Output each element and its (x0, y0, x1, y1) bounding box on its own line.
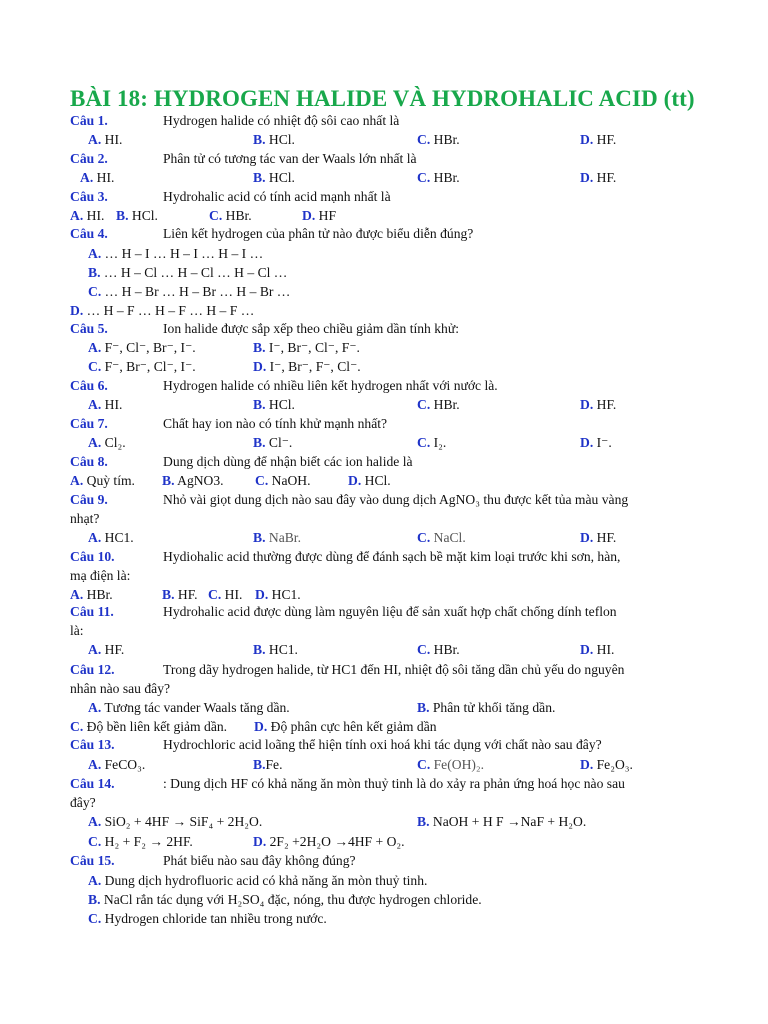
question-14 (70, 775, 625, 793)
option-a[interactable]: Tương tác vander Waals tăng dần. (104, 700, 290, 715)
option-b[interactable]: Phân tử khối tăng dần. (432, 700, 556, 715)
question-text-line1: Nhỏ vài giọt dung dịch nào sau đây vào dung dịch AgNO₃ thu được kết tủa màu vàng (163, 492, 629, 507)
question-label: Câu 3. (70, 189, 108, 204)
question-12 (70, 661, 625, 679)
question-3 (70, 188, 391, 206)
option-a[interactable]: HBr. (86, 587, 113, 602)
q15-option-c[interactable]: C. Hydrogen chloride tan nhiều trong nước. (88, 911, 327, 926)
option-b[interactable]: Cl⁻. (268, 435, 293, 450)
option-c[interactable]: HBr. (433, 170, 460, 185)
question-text: Liên kết hydrogen của phân tử nào được biểu diễn đúng? (163, 226, 474, 241)
question-2 (70, 150, 417, 168)
question-text: Phát biểu nào sau đây không đúng? (163, 853, 356, 868)
option-a[interactable]: HC1. (104, 530, 134, 545)
question-text: Phân tử có tương tác van der Waals lớn nhất là (163, 151, 417, 166)
q15-option-a[interactable]: A. Dung dịch hydrofluoric acid có khả năng ăn mòn thuỷ tinh. (88, 873, 428, 888)
question-text-line2: nhân nào sau đây? (70, 681, 171, 696)
question-text: Dung dịch dùng để nhận biết các ion halide là (163, 454, 413, 469)
option-c[interactable]: HBr. (225, 208, 252, 223)
question-text: Hydrohalic acid có tính acid mạnh nhất là (163, 189, 391, 204)
question-13 (70, 736, 602, 754)
option-d[interactable]: I⁻. (596, 435, 612, 450)
option-c[interactable]: HBr. (433, 642, 460, 657)
option-a[interactable]: HF. (104, 642, 125, 657)
option-a[interactable]: Quỳ tím. (86, 473, 135, 488)
question-text-line2: là: (70, 623, 84, 638)
option-d[interactable]: Độ phân cực hên kết giảm dần (270, 719, 437, 734)
question-label: Câu 6. (70, 378, 108, 393)
option-c[interactable]: F⁻, Br⁻, Cl⁻, I⁻. (104, 359, 196, 374)
question-label: Câu 8. (70, 454, 108, 469)
option-b[interactable]: I⁻, Br⁻, Cl⁻, F⁻. (268, 340, 360, 355)
option-d[interactable]: HF. (596, 530, 617, 545)
question-text-line1: Hydrohalic acid được dùng làm nguyên liệu để sản xuất hợp chất chống dính teflon (163, 604, 617, 619)
question-text-line2: nhạt? (70, 511, 100, 526)
option-c[interactable]: HBr. (433, 397, 460, 412)
option-a[interactable]: FeCO₃. (104, 757, 146, 772)
option-d[interactable]: HF. (596, 132, 617, 147)
option-a[interactable]: HI. (96, 170, 115, 185)
question-text-line2: đây? (70, 795, 96, 810)
option-b[interactable]: HCl. (268, 132, 295, 147)
option-c[interactable]: Độ bền liên kết giảm dần. (86, 719, 228, 734)
option-d[interactable]: HCl. (364, 473, 391, 488)
option-d[interactable]: HF. (596, 397, 617, 412)
question-5 (70, 320, 459, 338)
option-c[interactable]: NaCl. (433, 530, 466, 545)
option-d[interactable]: HI. (596, 642, 615, 657)
q4-option-b[interactable]: B. … H – Cl … H – Cl … H – Cl … (88, 265, 288, 280)
question-label: Câu 12. (70, 662, 115, 677)
option-b[interactable]: HF. (177, 587, 198, 602)
option-b[interactable]: HCl. (268, 397, 295, 412)
question-text: Ion halide được sắp xếp theo chiều giảm dần tính khử: (163, 321, 459, 336)
question-label: Câu 10. (70, 549, 115, 564)
option-c[interactable]: HBr. (433, 132, 460, 147)
q15-option-b[interactable]: B. NaCl rắn tác dụng với H₂SO₄ đặc, nóng, thu được hydrogen chloride. (88, 892, 482, 907)
question-15 (70, 852, 356, 870)
option-b[interactable]: HCl. (131, 208, 158, 223)
option-b[interactable]: NaOH + H F →NaF + H₂O. (432, 814, 587, 829)
option-b[interactable]: HCl. (268, 170, 295, 185)
question-10 (70, 548, 621, 566)
question-label: Câu 11. (70, 604, 114, 619)
option-d[interactable]: HC1. (271, 587, 301, 602)
page-title: BÀI 18: HYDROGEN HALIDE VÀ HYDROHALIC ACID (tt) (70, 86, 695, 111)
option-b[interactable]: NaBr. (268, 530, 301, 545)
option-d[interactable]: HF. (596, 170, 617, 185)
q4-option-a[interactable]: A. … H – I … H – I … H – I … (88, 246, 264, 261)
question-8 (70, 453, 413, 471)
option-d[interactable]: I⁻, Br⁻, F⁻, Cl⁻. (269, 359, 361, 374)
option-a[interactable]: SiO₂ + 4HF → SiF₄ + 2H₂O. (104, 814, 263, 829)
q4-option-c[interactable]: C. … H – Br … H – Br … H – Br … (88, 284, 291, 299)
document-page: BÀI 18: HYDROGEN HALIDE VÀ HYDROHALIC ACID (tt) Câu 1. Hydrogen halide có nhiệt độ sôi cao nhất là A. HI. B. HCl. C. HBr. D. HF. Câu 2. Phân tử có tương tác van der Waals lớn nhất là A. HI. B. HCl. C. HBr. D. HF. Câu 3. Hydrohalic acid có tính acid mạnh nhất là A. HI. B. HCl. C. HBr. D. HF Câu 4. Liên kết hydrogen của phân tử nào được biểu diễn đúng? A. … H – I … H – I … H – I … B. … H – Cl … H – Cl … H – Cl … C. … H – Br … H – Br … H – Br … D. … H – F … H – F … H – F … Câu 5. Ion halide được sắp xếp theo chiều giảm dần tính khử: A. F⁻, Cl⁻, Br⁻, I⁻. B. I⁻, Br⁻, Cl⁻, F⁻. C. F⁻, Br⁻, Cl⁻, I⁻. D. I⁻, Br⁻, F⁻, Cl⁻. Câu 6. Hydrogen halide có nhiều liên kết hydrogen nhất với nước là. A. HI. B. HCl. C. HBr. D. HF. Câu 7. Chất hay ion nào có tính khử mạnh nhất? A. Cl₂. B. Cl⁻. C. I₂. D. I⁻. Câu 8. Dung dịch dùng để nhận biết các ion halide là A. Quỳ tím. B. AgNO3. C. NaOH. D. HCl. Câu 9. Nhỏ vài giọt dung dịch nào sau đây vào dung dịch AgNO₃ thu được kết tủa màu vàng nhạt? A. HC1. B. NaBr. C. NaCl. D. HF. Câu 10. Hydiohalic acid thường được dùng để đánh sạch bề mặt kim loại trước khi sơn, hàn, mạ điện là: A. HBr. B. HF. C. HI. D. HC1. Câu 11. Hydrohalic acid được dùng làm nguyên liệu để sản xuất hợp chất chống dính teflon là: A. HF. B. HC1. C. HBr. D. HI. Câu 12. Trong dãy hydrogen halide, từ HC1 đến HI, nhiệt độ sôi tăng dần chủ yếu do nguyên nhân nào sau đây? A. Tương tác vander Waals tăng dần. B. Phân tử khối tăng dần. C. Độ bền liên kết giảm dần. D. Độ phân cực hên kết giảm dần Câu 13. Hydrochloric acid loãng thể hiện tính oxi hoá khi tác dụng với chất nào sau đây? A. FeCO₃. B.Fe. C. Fe(OH)₂. D. Fe₂O₃. Câu 14. : Dung dịch HF có khả năng ăn mòn thuỷ tinh là do xảy ra phản ứng hoá học nào sau đây? A. SiO₂ + 4HF → SiF₄ + 2H₂O. B. NaOH + H F →NaF + H₂O. C. H₂ + F₂ → 2HF. D. 2F₂ +2H₂O →4HF + O₂. Câu 15. Phát biểu nào sau đây không đúng? A. Dung dịch hydrofluoric acid có khả năng ăn mòn thuỷ tinh. B. NaCl rắn tác dụng với H₂SO₄ đặc, nóng, thu được hydrogen chloride. C. Hydrogen chloride tan nhiều trong nước. (70, 86, 695, 926)
option-a[interactable]: F⁻, Cl⁻, Br⁻, I⁻. (104, 340, 196, 355)
option-c[interactable]: I₂. (433, 435, 447, 450)
option-d[interactable]: 2F₂ +2H₂O →4HF + O₂. (269, 834, 405, 849)
question-label: Câu 15. (70, 853, 115, 868)
option-a[interactable]: Cl₂. (104, 435, 126, 450)
question-text: Chất hay ion nào có tính khử mạnh nhất? (163, 416, 388, 431)
question-6 (70, 377, 498, 395)
q4-option-d[interactable]: D. … H – F … H – F … H – F … (70, 303, 255, 318)
question-label: Câu 14. (70, 776, 115, 791)
option-c[interactable]: Fe(OH)₂. (433, 757, 485, 772)
option-a[interactable]: HI. (86, 208, 105, 223)
option-a[interactable]: HI. (104, 132, 123, 147)
question-7 (70, 415, 388, 433)
question-label: Câu 7. (70, 416, 108, 431)
question-text: Hydrochloric acid loãng thể hiện tính oxi hoá khi tác dụng với chất nào sau đây? (163, 737, 602, 752)
option-c[interactable]: H₂ + F₂ → 2HF. (104, 834, 193, 849)
option-d[interactable]: Fe₂O₃. (596, 757, 633, 772)
question-label: Câu 13. (70, 737, 115, 752)
question-1 (70, 112, 400, 130)
option-a[interactable]: HI. (104, 397, 123, 412)
question-9 (70, 491, 629, 509)
option-b[interactable]: AgNO3. (177, 473, 224, 488)
question-text-line1: Hydiohalic acid thường được dùng để đánh sạch bề mặt kim loại trước khi sơn, hàn, (163, 549, 621, 564)
question-label: Câu 9. (70, 492, 108, 507)
question-11 (70, 603, 617, 621)
option-c[interactable]: NaOH. (271, 473, 311, 488)
option-c[interactable]: HI. (224, 587, 243, 602)
question-text-line1: Trong dãy hydrogen halide, từ HC1 đến HI, nhiệt độ sôi tăng dần chủ yếu do nguyên (163, 662, 625, 677)
option-d[interactable]: HF (318, 208, 337, 223)
option-b[interactable]: HC1. (268, 642, 298, 657)
question-text-line1: : Dung dịch HF có khả năng ăn mòn thuỷ tinh là do xảy ra phản ứng hoá học nào sau (163, 776, 625, 791)
question-4 (70, 225, 474, 243)
question-label: Câu 5. (70, 321, 108, 336)
question-text: Hydrogen halide có nhiều liên kết hydrogen nhất với nước là. (163, 378, 498, 393)
option-b[interactable]: Fe. (265, 757, 283, 772)
question-label: Câu 1. (70, 113, 108, 128)
question-label: Câu 2. (70, 151, 108, 166)
question-label: Câu 4. (70, 226, 108, 241)
question-text-line2: mạ điện là: (70, 568, 131, 583)
question-text: Hydrogen halide có nhiệt độ sôi cao nhất là (163, 113, 400, 128)
